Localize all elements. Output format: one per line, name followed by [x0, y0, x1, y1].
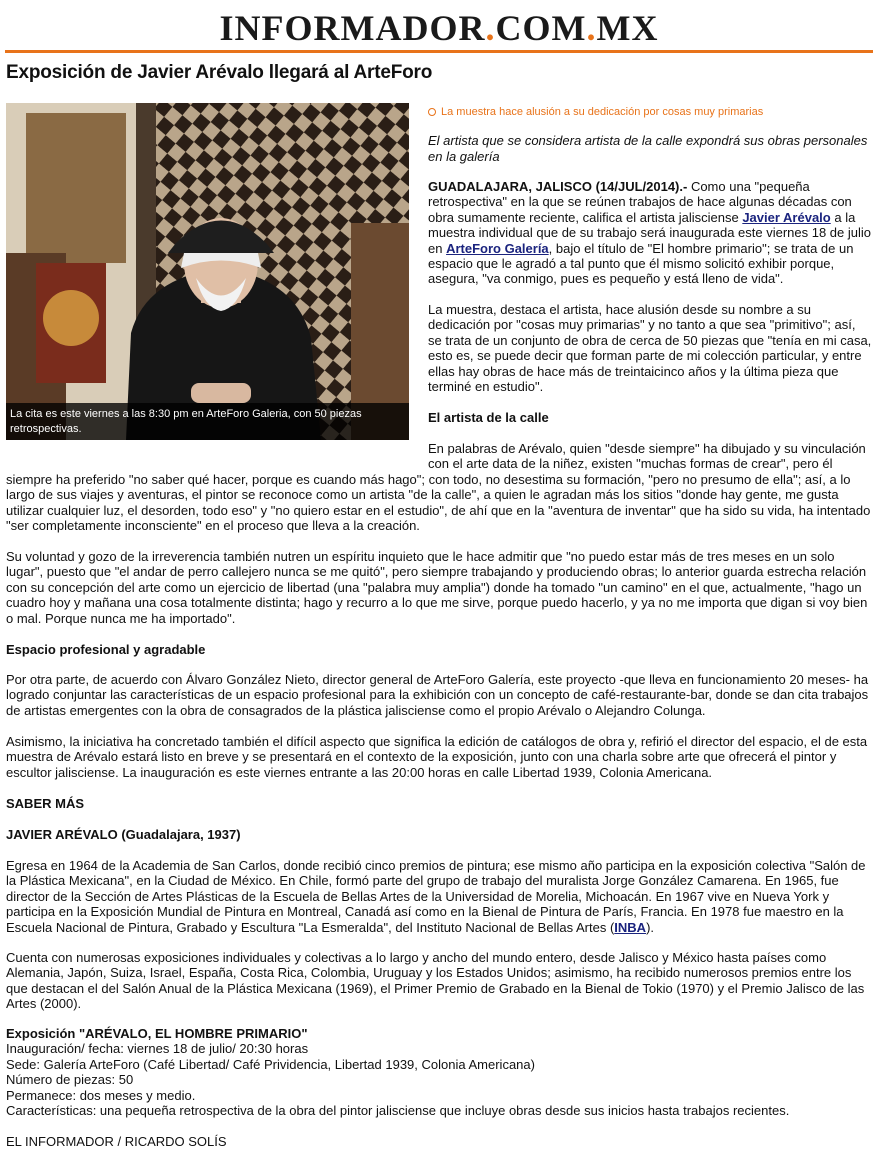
- paragraph-2: La muestra, destaca el artista, hace alusión desde su nombre a su dedicación por "cosas muy primarias" y no tanto a que sea "primitivo"; así, se trata de un conjunto de obra de cerca de 50 piezas que "tenía en mi casa, esto es, se puede decir que forman parte de mi colección particular, y entre ellas hay obras de hace más de treintaicinco años y la última pieza que terminé en estudio".: [428, 302, 872, 395]
- link-arteforo-galeria[interactable]: ArteForo Galería: [446, 240, 549, 256]
- related-link-text[interactable]: La muestra hace alusión a su dedicación por cosas muy primarias: [441, 106, 764, 118]
- paragraph-5: Por otra parte, de acuerdo con Álvaro González Nieto, director general de ArteForo Galería, este proyecto -que lleva en funcionamiento 20 meses- ha logrado conjuntar las características de un espacio profesional para la exhibición con un concepto de café-restaurante-bar, donde se dan cita trabajos de artistas emergentes con la obra de consagrados de la plástica jalisciense como el propio Arévalo o Alejandro Colunga.: [6, 672, 869, 718]
- article-photo: [6, 103, 409, 440]
- dateline: GUADALAJARA, JALISCO (14/JUL/2014).-: [428, 179, 688, 194]
- paragraph-3-cont: siempre ha preferido "no saber qué hacer, porque es cuando más hago"; con todo, no desestima su formación, "pero no presumo de ella"; así, a lo largo de sus viajes y aventuras, el pintor se reconoce como un artista "de la calle", a quien le agradan más los sitios "donde hay gente, me gusta utilizar cualquier luz, el desorden, todo eso" y "no quiero estar en el estudio", de ahí que en la "aventura de inventar" que ha sido su vida, ha intentado "ser completamente inconsciente" en el proceso que lleva a la creación.: [6, 472, 871, 534]
- expo-line: Permanece: dos meses y medio.: [6, 1087, 196, 1103]
- paragraph-1: GUADALAJARA, JALISCO (14/JUL/2014).- Como una "pequeña retrospectiva" en la que se reúnen trabajos de hace algunas décadas con obra sumamente reciente, califica el artista jalisciense Javier Arévalo a la muestra individual que de su trabajo será inaugurada este viernes 18 de julio en ArteForo Galería, bajo el título de "El hombre primario"; se trata de un espacio que le agradó a tal punto que él mismo solicitó exhibir porque, asegura, "va conmigo, pues es pequeño y está lleno de vida".: [428, 179, 872, 287]
- photo-illustration: [6, 103, 409, 440]
- paragraph-4: Su voluntad y gozo de la irreverencia también nutren un espíritu inquieto que le hace admitir que "no puedo estar más de tres meses en un solo lugar", puesto que "el andar de perro callejero nunca se me quitó", pero siempre trabajando y produciendo obras; lo anterior guarda estrecha relación con su concepción del arte como un ejercicio de libertad (una "palabra muy amplia") donde ha tomado "un camino" en el que, actualmente, "hago un cuadro hoy y mañana una cosa totalmente distinta; hago y recurro a lo que me sirve, porque puedo hacerlo, y ya no me importa que digan si voy bien o mal. Porque nunca me ha importado".: [6, 549, 868, 626]
- article-title: Exposición de Javier Arévalo llegará al ArteForo: [6, 62, 433, 83]
- masthead: [0, 8, 878, 48]
- paragraph-3-start: En palabras de Arévalo, quien "desde siempre" ha dibujado y su vinculación con el arte data de la niñez, existen "muchas formas de crear", pero él: [428, 441, 866, 472]
- expo-line: Inauguración/ fecha: viernes 18 de julio/ 20:30 horas: [6, 1041, 309, 1057]
- link-javier-arevalo[interactable]: Javier Arévalo: [742, 209, 831, 225]
- heading-bio: JAVIER ARÉVALO (Guadalajara, 1937): [6, 827, 241, 842]
- photo-caption: La cita es este viernes a las 8:30 pm en ArteForo Galeria, con 50 piezas retrospectivas.: [6, 403, 409, 440]
- expo-line: Características: una pequeña retrospectiva de la obra del pintor jalisciense que incluye obras desde sus inicios hasta trabajos recientes.: [6, 1103, 790, 1119]
- heading-saber-mas: SABER MÁS: [6, 796, 85, 811]
- paragraph-7: Egresa en 1964 de la Academia de San Carlos, donde recibió cinco premios de pintura; ese mismo año participa en la exposición colectiva "Salón de la Plástica Mexicana", en la Ciudad de México. En Chile, formó parte del grupo de trabajo del muralista Jorge González Camarena. En 1965, fue director de la Sección de Artes Plásticas de la Escuela de Bellas Artes de la Universidad de Morelia, Michoacán. En 1967 vive en Nueva York y participa en la Exposición Mundial de Pintura en Montreal, Canadá así como en la Bienal de Pintura de París, Francia. En 1978 fue maestro en la Escuela Nacional de Pintura, Grabado y Escultura "La Esmeralda", del Instituto Nacional de Bellas Artes (INBA).: [6, 858, 866, 935]
- expo-line: Sede: Galería ArteForo (Café Libertad/ Café Prividencia, Libertad 1939, Colonia Americana): [6, 1056, 535, 1072]
- article-dek: El artista que se considera artista de la calle expondrá sus obras personales en la galería: [428, 133, 868, 164]
- paragraph-8: Cuenta con numerosas exposiciones individuales y colectivas a lo largo y ancho del mundo entero, desde Jalisco y México hasta países como Alemania, Japón, Suiza, Israel, España, Costa Rica, Colombia, Uruguay y los Estados Unidos; asimismo, ha recibido numerosos premios entre los que destacan el del Salón Anual de la Plástica Mexicana (1969), el Primer Premio de Grabado en la Bienal de Tokio (1970) y el Premio Jalisco de las Artes (2000).: [6, 950, 865, 1012]
- expo-line: Número de piezas: 50: [6, 1072, 134, 1088]
- paragraph-6: Asimismo, la iniciativa ha concretado también el difícil aspecto que significa la edición de catálogos de obra y, refirió el director del espacio, el de esta muestra de Arévalo estará listo en breve y se presentará en el contexto de la exposición, junto con una charla sobre arte que ofrecerá el pintor y escultor jalisciense. La inauguración es este viernes entrante a las 20:00 horas en calle Libertad 1939, Colonia Americana.: [6, 734, 868, 780]
- related-link[interactable]: [428, 106, 872, 118]
- exposition-box: [6, 1026, 872, 1118]
- header-rule: [5, 50, 873, 53]
- bullet-ring-icon: [428, 108, 436, 116]
- site-logo[interactable]: INFORMADOR.COM.MX: [219, 8, 659, 48]
- link-inba[interactable]: INBA: [614, 919, 647, 935]
- heading-expo: Exposición "ARÉVALO, EL HOMBRE PRIMARIO": [6, 1026, 308, 1041]
- byline: EL INFORMADOR / RICARDO SOLÍS: [6, 1134, 227, 1149]
- heading-espacio: Espacio profesional y agradable: [6, 642, 206, 657]
- heading-artista-calle: El artista de la calle: [428, 410, 549, 425]
